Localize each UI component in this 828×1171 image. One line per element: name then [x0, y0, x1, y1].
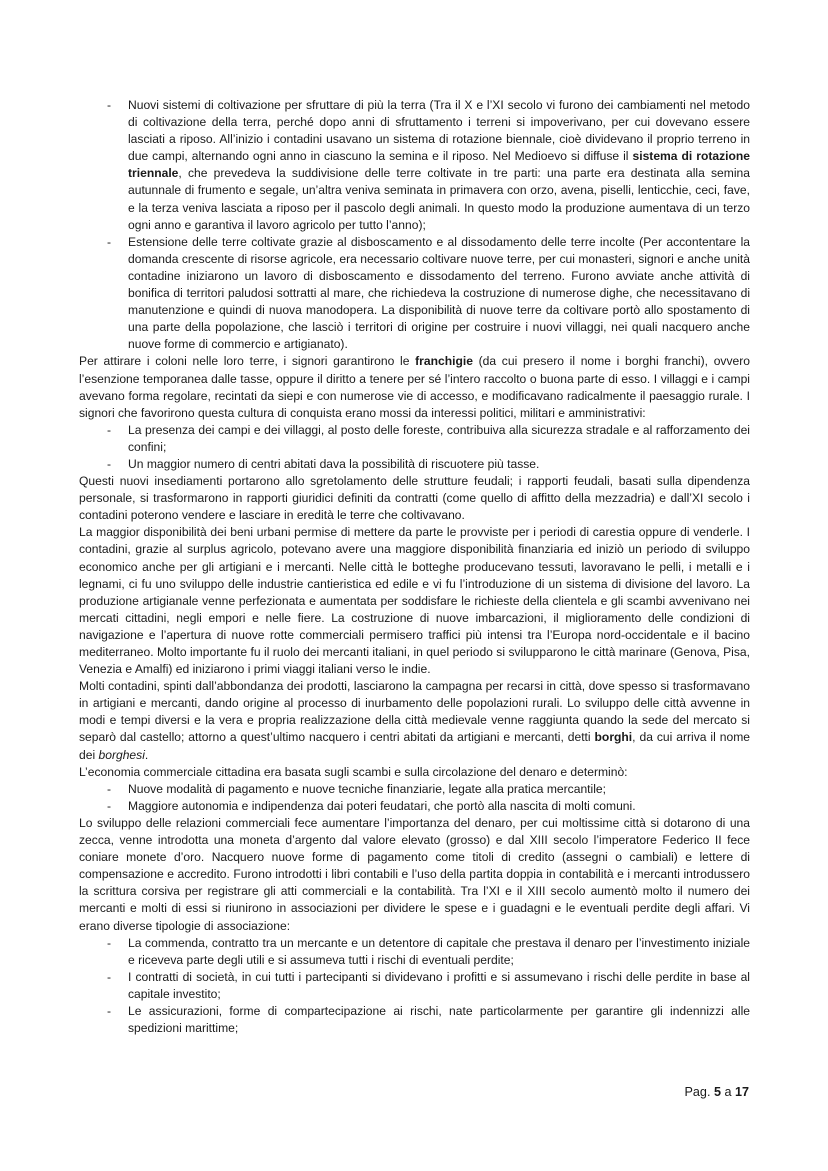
list-dash: - — [107, 422, 112, 437]
paragraph-economia: L’economia commerciale cittadina era basata sugli scambi e sulla circolazione del denaro e determinò: — [79, 764, 628, 779]
list-item — [79, 781, 750, 798]
paragraph-borghi — [79, 678, 750, 763]
bullet-list-economia — [79, 781, 750, 815]
paragraph-denaro: Lo sviluppo delle relazioni commerciali fece aumentare l’importanza del denaro, per cui moltissime città si dotarono di una zecca, venne introdotta una moneta d’argento dal valore elevato (grosso) e dal XIII secolo l’imperatore Federico II fece coniare monete d’oro. Nacquero nuove forme di pagamento come titoli di credito (assegni o cambiali) e lettere di compensazione e accredito. Furono introdotti i libri contabili e l’uso della partita doppia in contabilità e i mercanti introdussero la scrittura corsiva per registrare gli atti commerciali e la contabilità. Tra l’XI e il XIII secolo aumentò molto il numero dei mercanti e molti di essi si riunirono in associazioni per dividere le spese e i guadagni e le eventuali perdite degli affari. Vi erano diverse tipologie di associazione: — [79, 815, 750, 933]
list-dash: - — [107, 234, 112, 249]
list-item-text: La commenda, contratto tra un mercante e un detentore di capitale che prestava il denaro per l’investimento iniziale e riceveva parte degli utili e si assumeva tutti i rischi di eventuali perdite; — [128, 935, 750, 967]
list-item — [79, 969, 750, 1003]
list-item-text: Nuovi sistemi di coltivazione per sfruttare di più la terra (Tra il X e l’XI secolo vi furono dei cambiamenti nel metodo di coltivazione della terra, perché dopo anni di sfruttamento i terreni si impoverivano, per cui dovevano essere lasciati a riposo. All’inizio i contadini usavano un sistema di rotazione biennale, cioè dividevano il proprio terreno in due campi, alternando ogni anno in ciascuno la semina e il riposo. Nel Medioevo si diffuse il — [128, 98, 750, 164]
list-item-text: Le assicurazioni, forme di compartecipazione ai rischi, nate particolarmente per garantire gli indennizzi alle spedizioni marittime; — [128, 1003, 750, 1036]
bold-term-rotazione: sistema di rotazione triennale — [128, 149, 750, 181]
list-dash: - — [107, 1003, 112, 1018]
paragraph-disponibilita: La maggior disponibilità dei beni urbani permise di mettere da parte le provviste per i periodi di carestia oppure di venderle. I contadini, grazie al surplus agricolo, potevano avere una maggiore disponibilità finanziaria ed iniziò un periodo di sviluppo economico anche per gli artigiani e i mercanti. Nelle città le botteghe producevano tessuti, lavoravano le pelli, i metalli e i legnami, ci fu uno sviluppo delle industrie cantieristica ed edile e vi fu l’introduzione di un sistema di divisione del lavoro. La produzione artigianale venne perfezionata e aumentata per soddisfare le richieste della clientela e gli scambi avvenivano nei mercati cittadini, negli empori e nelle fiere. La costruzione di nuove imbarcazioni, il miglioramento delle condizioni di navigazione e l’apertura di nuove rotte commerciali permisero traffici più intensi tra l’Europa nord-occidentale e il bacino mediterraneo. Molto importante fu il ruolo dei mercanti italiani, in quel periodo si svilupparono le città marinare (Genova, Pisa, Venezia e Amalfi) ed iniziarono i primi viaggi italiani verso le indie. — [79, 525, 750, 677]
list-dash: - — [107, 98, 112, 112]
list-item-text: Un maggior numero di centri abitati dava la possibilità di riscuotere più tasse. — [128, 456, 540, 471]
list-item-text: , che prevedeva la suddivisione delle terre coltivate in tre parti: una parte era destinata alla semina autunnale di frumento e segale, un’altra veniva seminata in primavera con orzo, avena, piselli, lenticchie, ceci, fave, e la terza veniva lasciata a riposo per il pascolo degli animali. In questo modo la produzione aumentava di un terzo ogni anno e garantiva il lavoro agricolo per tutto l’anno); — [128, 166, 750, 232]
list-dash: - — [107, 781, 112, 796]
text-run: , da cui arriva il nome dei — [79, 730, 750, 762]
bold-term-franchigie: franchigie — [415, 354, 473, 369]
list-item-text: Maggiore autonomia e indipendenza dai poteri feudatari, che portò alla nascita di molti comuni. — [128, 798, 636, 813]
list-item — [79, 1003, 750, 1037]
list-dash: - — [107, 798, 112, 813]
page-body — [79, 97, 750, 1037]
bullet-list-associazioni — [79, 935, 750, 1038]
page-number-current: 5 — [713, 1085, 721, 1099]
paragraph-franchigie — [79, 353, 750, 421]
page-number-separator: a — [724, 1085, 732, 1099]
page-number — [685, 1085, 749, 1099]
italic-term-borghesi: borghesi — [98, 747, 145, 762]
bullet-list-interessi — [79, 422, 750, 473]
list-item-text: Nuove modalità di pagamento e nuove tecniche finanziarie, legate alla pratica mercantile; — [128, 781, 606, 796]
list-item — [79, 798, 750, 815]
list-dash: - — [107, 456, 112, 471]
list-item — [79, 456, 750, 473]
list-item-text: I contratti di società, in cui tutti i partecipanti si dividevano i profitti e si assumevano i rischi delle perdite in base al capitale investito; — [128, 969, 750, 1001]
list-item — [79, 234, 750, 354]
text-run: . — [144, 747, 149, 762]
list-item-text: La presenza dei campi e dei villaggi, al posto delle foreste, contribuiva alla sicurezza stradale e al rafforzamento dei confini; — [128, 422, 750, 454]
list-item — [79, 97, 750, 234]
paragraph-insediamenti: Questi nuovi insediamenti portarono allo sgretolamento delle strutture feudali; i rapporti feudali, basati sulla dipendenza personale, si trasformarono in rapporti giuridici definiti da contratti (come quello di affitto della mezzadria) e dall’XI secolo i contadini poterono vendere e lasciare in eredità le terre che coltivavano. — [79, 474, 750, 523]
list-dash: - — [107, 935, 112, 950]
text-run: (da cui presero il nome i borghi franchi), ovvero l’esenzione temporanea dalle tasse, oppure il diritto a tenere per sé l’intero raccolto o buona parte di esso. I villaggi e i campi avevano forma regolare, recintati da siepi e con numerose vie di accesso, e modificavano radicalmente il paesaggio rurale. I signori che favorirono questa cultura di conquista erano mossi da interessi politici, militari e amministrativi: — [79, 354, 750, 420]
page-number-prefix: Pag. — [684, 1085, 711, 1099]
bullet-list-agricoltura — [79, 97, 750, 353]
bold-term-borghi: borghi — [594, 730, 633, 745]
page-number-total: 17 — [734, 1085, 749, 1099]
text-run: Molti contadini, spinti dall’abbondanza dei prodotti, lasciarono la campagna per recarsi in città, dove spesso si trasformavano in artigiani e mercanti, dando origine al processo di inurbamento delle popolazioni rurali. Lo sviluppo delle città avvenne in modi e tempi diversi e la vera e propria realizzazione della città medievale venne raggiunta quando la sede del mercato si separò dal castello; attorno a quest’ultimo nacquero i centri abitati da artigiani e mercanti, detti — [79, 679, 750, 745]
list-item-text: Estensione delle terre coltivate grazie al disboscamento e al dissodamento delle terre incolte (Per accontentare la domanda crescente di risorse agricole, era necessario coltivare nuove terre, per cui monasteri, signori e anche unità contadine iniziarono un lavoro di disboscamento e dissodamento del terreno. Furono avviate anche attività di bonifica di territori paludosi sottratti al mare, che richiedeva la costruzione di numerose dighe, che necessitavano di manutenzione e quindi di nuova manodopera. La disponibilità di nuove terre da coltivare portò allo spostamento di una parte della popolazione, che lasciò i territori di origine per costruire i nuovi villaggi, nei quali nacquero anche nuove forme di commercio e artigianato). — [128, 234, 750, 352]
list-dash: - — [107, 969, 112, 984]
list-item — [79, 422, 750, 456]
list-item — [79, 935, 750, 969]
text-run: Per attirare i coloni nelle loro terre, i signori garantirono le — [79, 354, 416, 369]
